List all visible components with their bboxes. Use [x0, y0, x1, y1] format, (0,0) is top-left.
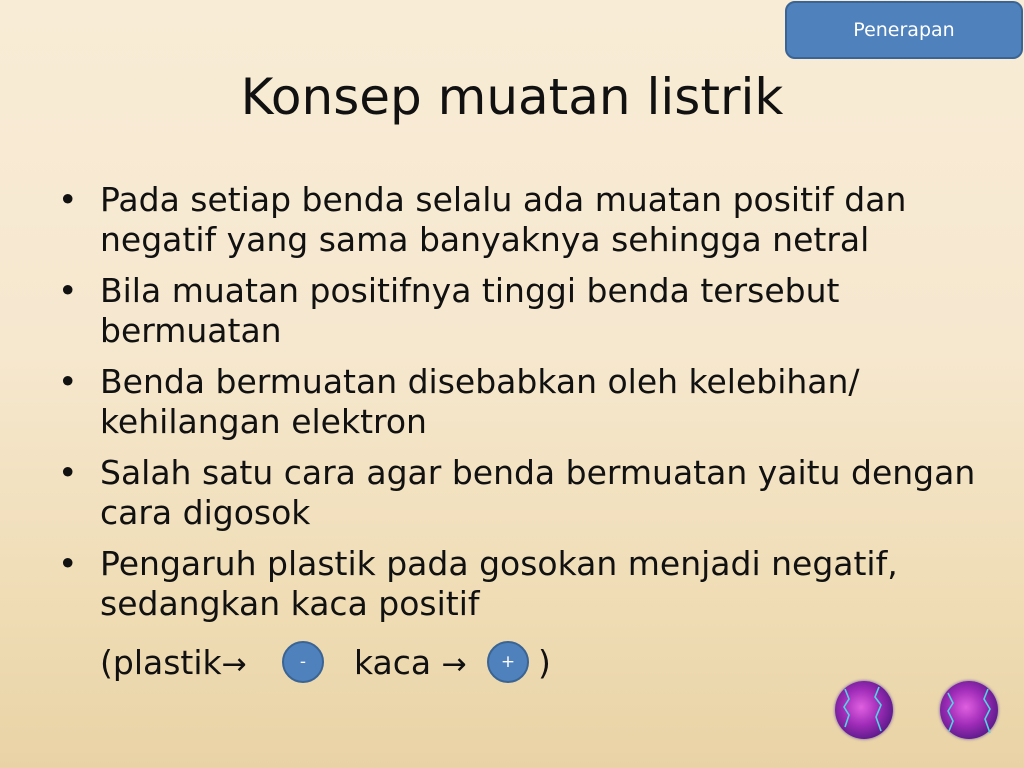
particle-sparks	[940, 681, 998, 739]
charge-example	[100, 641, 247, 687]
bullet-item	[58, 180, 978, 260]
bullet-text: Pengaruh plastik pada gosokan menjadi negatif, sedangkan kaca positif	[100, 544, 898, 623]
arrow-icon: →	[441, 647, 467, 682]
bullet-item	[58, 453, 978, 533]
example-open-text: (plastik	[100, 643, 222, 682]
bullet-list	[58, 180, 978, 635]
penerapan-button[interactable]: Penerapan	[785, 1, 1023, 59]
bullet-icon: •	[58, 453, 78, 492]
charge-example-close	[538, 641, 551, 685]
bullet-icon: •	[58, 544, 78, 583]
charge-example-kaca	[354, 641, 467, 687]
example-close-text: )	[538, 643, 551, 682]
bullet-item	[58, 544, 978, 624]
bullet-text: Salah satu cara agar benda bermuatan yaitu dengan cara digosok	[100, 453, 976, 532]
charged-particle-icon[interactable]	[835, 681, 893, 739]
slide-title: Konsep muatan listrik	[240, 68, 784, 126]
negative-charge-badge: -	[282, 641, 324, 683]
bullet-text: Bila muatan positifnya tinggi benda tersebut bermuatan	[100, 271, 840, 350]
particle-sparks	[835, 681, 893, 739]
bullet-item	[58, 362, 978, 442]
bullet-text: Benda bermuatan disebabkan oleh kelebihan/ kehilangan elektron	[100, 362, 860, 441]
example-middle-text: kaca	[354, 643, 432, 682]
bullet-text: Pada setiap benda selalu ada muatan positif dan negatif yang sama banyaknya sehingga netral	[100, 180, 907, 259]
bullet-icon: •	[58, 271, 78, 310]
bullet-icon: •	[58, 180, 78, 219]
bullet-item	[58, 271, 978, 351]
positive-charge-badge: +	[487, 641, 529, 683]
arrow-icon: →	[221, 647, 247, 682]
bullet-icon: •	[58, 362, 78, 401]
charged-particle-icon[interactable]	[940, 681, 998, 739]
